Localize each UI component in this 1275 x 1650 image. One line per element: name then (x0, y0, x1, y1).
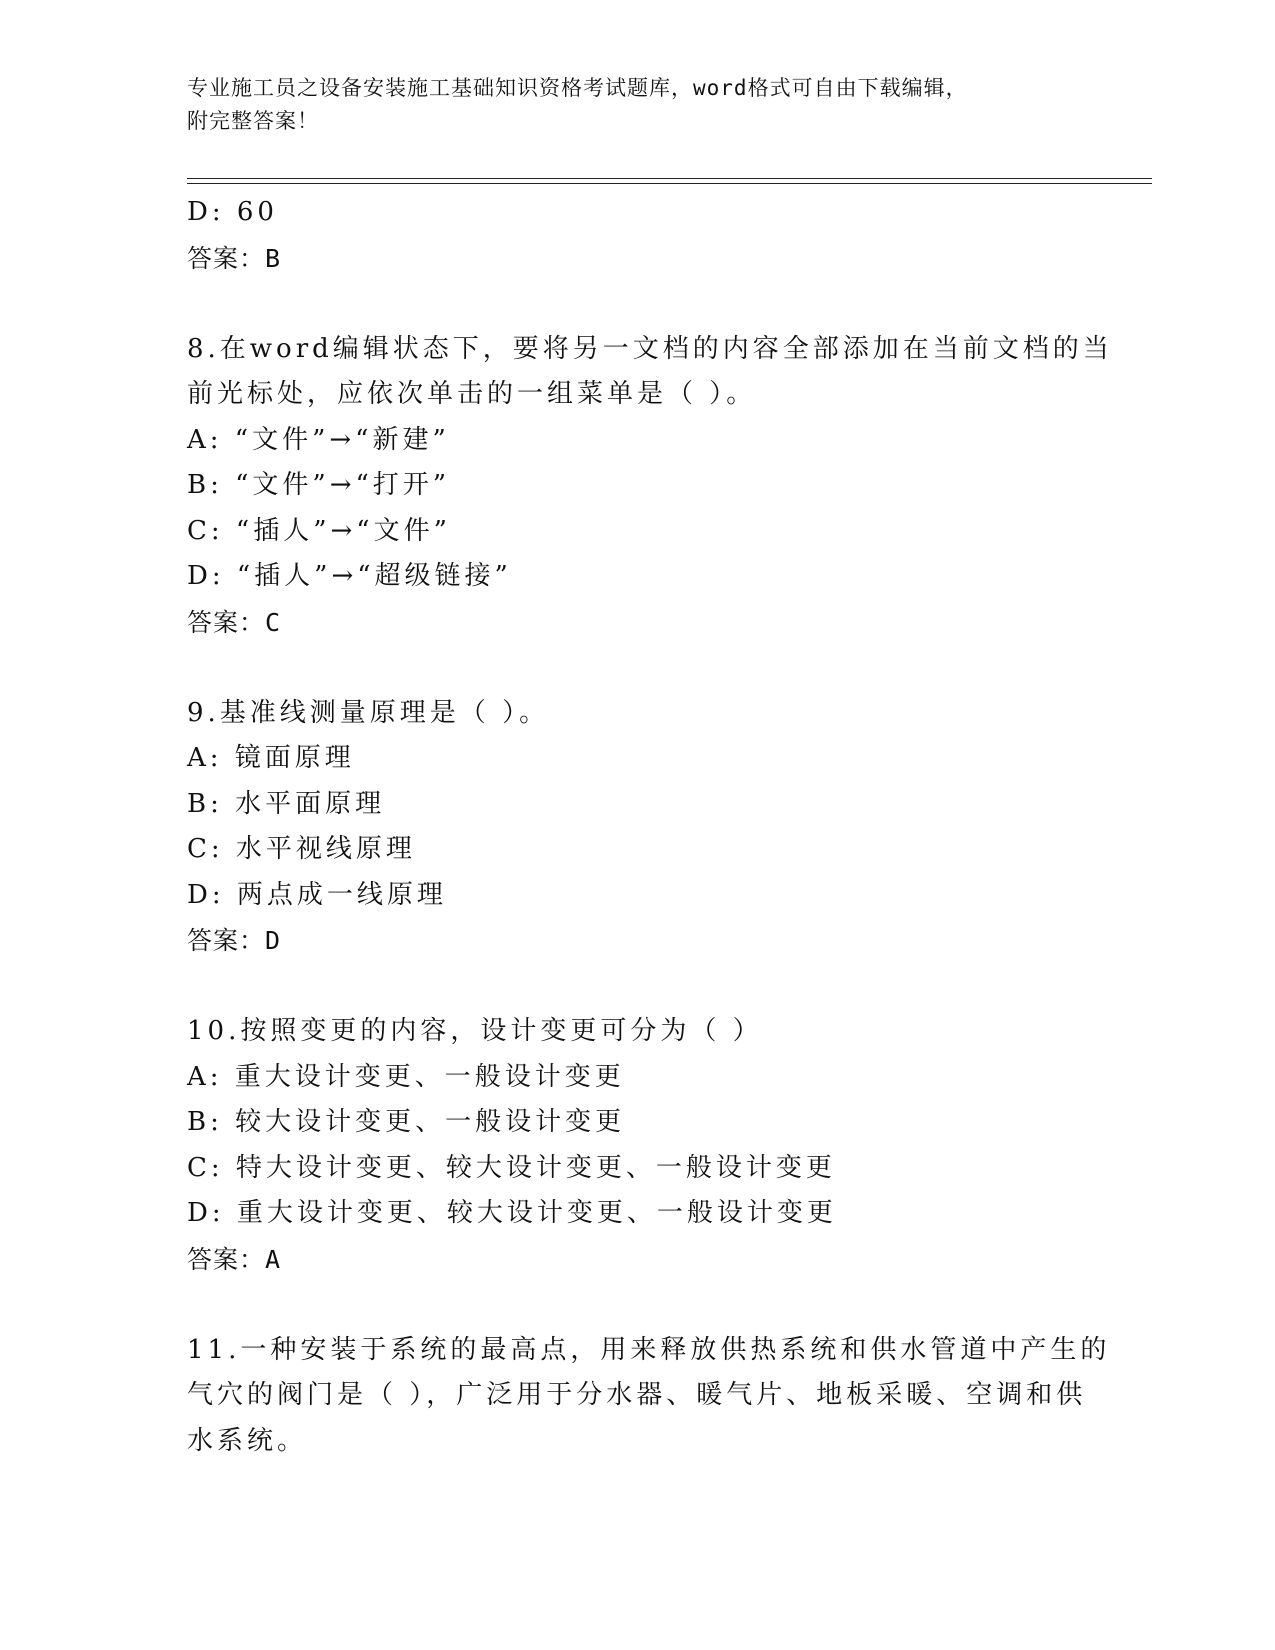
question-stem: 水系统。 (187, 1425, 308, 1456)
question-stem: 11.一种安装于系统的最高点，用来释放供热系统和供水管道中产生的 (187, 1334, 1111, 1365)
spacer (187, 645, 1127, 691)
question-7-tail (187, 190, 1127, 281)
option-b: B: 较大设计变更、一般设计变更 (187, 1107, 626, 1137)
option-a: A: 重大设计变更、一般设计变更 (187, 1061, 625, 1092)
question-stem: 10.按照变更的内容，设计变更可分为（ ） (187, 1016, 763, 1046)
question-stem: 气穴的阀门是（ ），广泛用于分水器、暖气片、地板采暖、空调和供 (187, 1380, 1087, 1410)
option-a: A: “文件”→“新建” (187, 424, 450, 455)
option-a: A: 镜面原理 (187, 743, 355, 773)
option-c: C: 特大设计变更、较大设计变更、一般设计变更 (187, 1152, 836, 1183)
answer-label: 答案：C (187, 607, 282, 637)
header-line-1: 专业施工员之设备安装施工基础知识资格考试题库，word格式可自由下载编辑， (187, 76, 968, 100)
question-stem: 前光标处，应依次单击的一组菜单是（ ）。 (187, 379, 757, 409)
question-9 (187, 691, 1127, 964)
document-body (187, 190, 1127, 1464)
option-c: C: “插人”→“文件” (187, 515, 451, 546)
question-8 (187, 327, 1127, 646)
document-header (187, 72, 1067, 138)
spacer (187, 281, 1127, 327)
header-line-2: 附完整答案！ (187, 109, 319, 133)
option-b: B: 水平面原理 (187, 788, 386, 819)
option-d: D: “插人”→“超级链接” (187, 561, 512, 591)
answer-label: 答案：D (187, 926, 282, 955)
question-11 (187, 1328, 1127, 1465)
option-c: C: 水平视线原理 (187, 834, 416, 864)
question-stem: 8.在word编辑状态下，要将另一文档的内容全部添加在当前文档的当 (187, 333, 1113, 364)
spacer (187, 964, 1127, 1010)
option-b: B: “文件”→“打开” (187, 470, 451, 500)
question-10 (187, 1009, 1127, 1282)
option-d: D: 重大设计变更、较大设计变更、一般设计变更 (187, 1198, 837, 1228)
option-d: D: 两点成一线原理 (187, 879, 447, 910)
question-stem: 9.基准线测量原理是（ ）。 (187, 697, 550, 728)
spacer (187, 1282, 1127, 1328)
option-d: D: 60 (187, 197, 278, 227)
answer-label: 答案：B (187, 243, 282, 273)
header-divider (187, 178, 1152, 184)
answer-label: 答案：A (187, 1244, 282, 1274)
